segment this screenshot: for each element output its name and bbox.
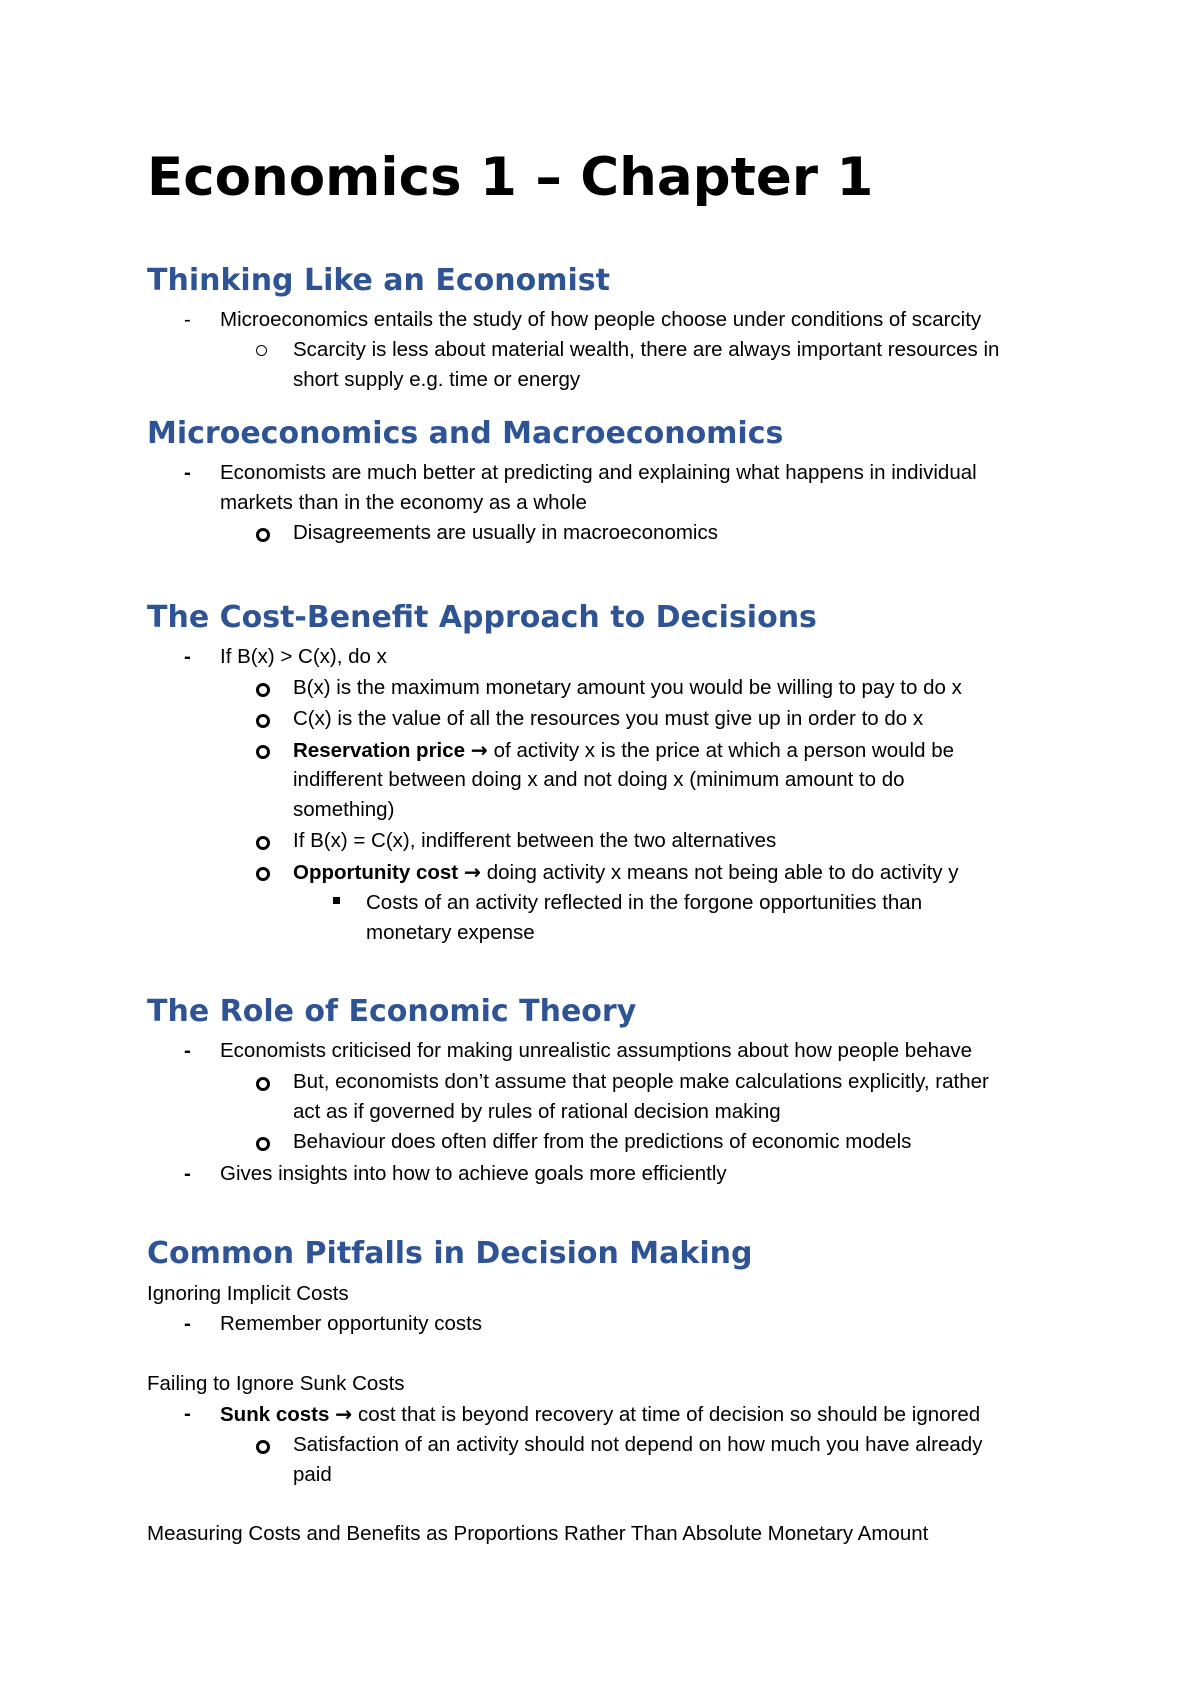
term-opportunity-cost: Opportunity cost <box>293 861 459 884</box>
subheading: Ignoring Implicit Costs <box>147 1282 349 1305</box>
section-heading-micro-macro: Microeconomics and Macroeconomics <box>147 416 784 451</box>
circle-bullet-icon <box>256 836 270 850</box>
list-item: Satisfaction of an activity should not depend on how much you have already <box>293 1433 983 1456</box>
definition-text: doing activity x means not being able to do activity y <box>486 861 959 884</box>
term-reservation-price: Reservation price <box>293 739 466 762</box>
list-item: Remember opportunity costs <box>220 1312 483 1335</box>
list-item-continuation: something) <box>293 798 395 821</box>
document-title: Economics 1 – Chapter 1 <box>147 147 874 208</box>
list-item-reservation-price <box>293 736 954 765</box>
list-item: Gives insights into how to achieve goals more efficiently <box>220 1162 727 1185</box>
list-item-continuation: act as if governed by rules of rational decision making <box>293 1100 781 1123</box>
circle-bullet-icon <box>256 714 270 728</box>
list-item: Costs of an activity reflected in the forgone opportunities than <box>366 891 923 914</box>
circle-bullet-icon <box>256 745 270 759</box>
square-bullet-icon <box>333 897 340 904</box>
dash-bullet: - <box>184 1039 191 1062</box>
list-item: If B(x) > C(x), do x <box>220 645 387 668</box>
list-item-continuation: short supply e.g. time or energy <box>293 368 581 391</box>
section-heading-pitfalls: Common Pitfalls in Decision Making <box>147 1236 753 1271</box>
definition-text: cost that is beyond recovery at time of decision so should be ignored <box>357 1403 981 1426</box>
circle-bullet-icon <box>256 867 270 881</box>
arrow-right-icon: → <box>463 860 482 884</box>
section-heading-thinking: Thinking Like an Economist <box>147 263 610 298</box>
dash-bullet: - <box>184 645 191 668</box>
list-item: Scarcity is less about material wealth, there are always important resources in <box>293 338 1000 361</box>
circle-bullet-icon <box>256 1137 270 1151</box>
circle-bullet-icon <box>256 1440 270 1454</box>
definition-text: of activity x is the price at which a person would be <box>493 739 954 762</box>
list-item: If B(x) = C(x), indifferent between the two alternatives <box>293 829 777 852</box>
list-item: Disagreements are usually in macroeconomics <box>293 521 718 544</box>
list-item-continuation: monetary expense <box>366 921 535 944</box>
subheading: Measuring Costs and Benefits as Proportions Rather Than Absolute Monetary Amount <box>147 1522 929 1545</box>
list-item-continuation: markets than in the economy as a whole <box>220 491 587 514</box>
list-item-opportunity-cost <box>293 858 959 887</box>
arrow-right-icon: → <box>335 1402 353 1426</box>
subheading: Failing to Ignore Sunk Costs <box>147 1372 405 1395</box>
arrow-right-icon: → <box>470 738 488 762</box>
list-item: Behaviour does often differ from the predictions of economic models <box>293 1130 912 1153</box>
dash-bullet: - <box>184 1312 191 1335</box>
dash-bullet: - <box>184 1162 191 1185</box>
circle-bullet-icon <box>256 1077 270 1091</box>
list-item: Economists are much better at predicting and explaining what happens in individual <box>220 461 977 484</box>
dash-bullet: - <box>184 461 191 484</box>
dash-bullet: - <box>184 1402 191 1425</box>
circle-bullet-icon <box>256 683 270 697</box>
term-sunk-costs: Sunk costs <box>220 1403 330 1426</box>
section-heading-cost-benefit: The Cost-Benefit Approach to Decisions <box>147 600 817 635</box>
circle-bullet-icon <box>256 345 267 356</box>
list-item: Economists criticised for making unrealistic assumptions about how people behave <box>220 1039 973 1062</box>
dash-bullet: - <box>184 308 191 331</box>
list-item: Microeconomics entails the study of how people choose under conditions of scarcity <box>220 308 982 331</box>
list-item: C(x) is the value of all the resources you must give up in order to do x <box>293 707 924 730</box>
list-item: B(x) is the maximum monetary amount you would be willing to pay to do x <box>293 676 962 699</box>
list-item-continuation: indifferent between doing x and not doing x (minimum amount to do <box>293 768 905 791</box>
list-item-sunk-costs <box>220 1400 980 1429</box>
section-heading-economic-theory: The Role of Economic Theory <box>147 994 637 1029</box>
list-item-continuation: paid <box>293 1463 332 1486</box>
circle-bullet-icon <box>256 528 270 542</box>
list-item: But, economists don’t assume that people make calculations explicitly, rather <box>293 1070 989 1093</box>
